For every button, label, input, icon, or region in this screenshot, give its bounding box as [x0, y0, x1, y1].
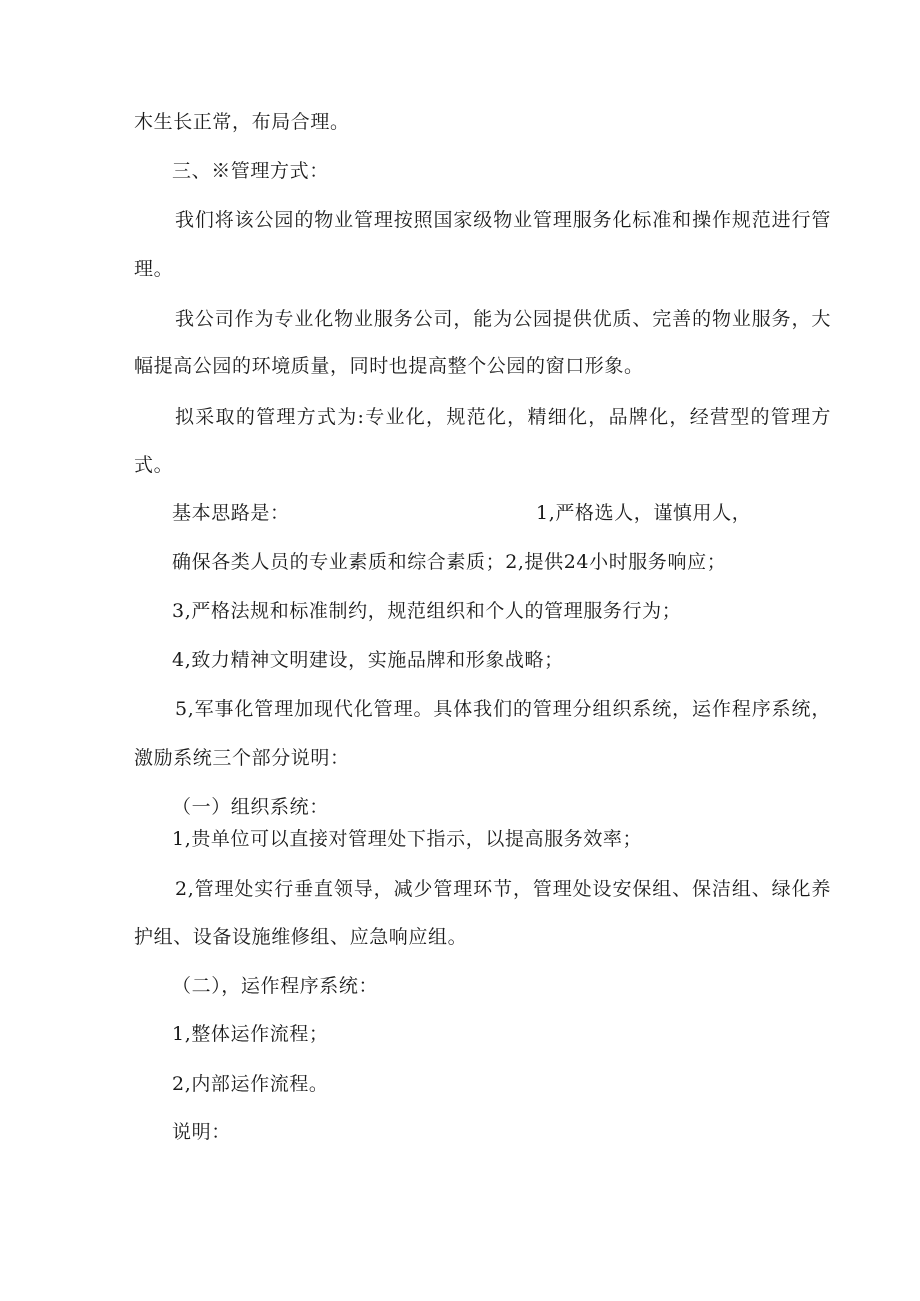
subsection-heading: （二），运作程序系统：: [172, 975, 379, 997]
paragraph-line: 4,致力精神文明建设，实施品牌和形象战略；: [172, 649, 564, 671]
paragraph-line: 激励系统三个部分说明：: [134, 747, 350, 769]
paragraph-line: 基本思路是：: [172, 502, 290, 524]
list-item: 1,贵单位可以直接对管理处下指示，以提高服务效率；: [172, 828, 643, 850]
list-item: 2,内部运作流程。: [172, 1073, 329, 1095]
subsection-heading: （一）组织系统：: [172, 796, 329, 818]
paragraph-line: 木生长正常，布局合理。: [134, 111, 350, 133]
paragraph-line: 理。: [134, 258, 174, 280]
paragraph-line: 幅提高公园的环境质量，同时也提高整个公园的窗口形象。: [134, 355, 644, 377]
paragraph-line: 我们将该公园的物业管理按照国家级物业管理服务化标准和操作规范进行管: [175, 209, 831, 231]
list-item: 2,管理处实行垂直领导，减少管理环节，管理处设安保组、保洁组、绿化养: [175, 878, 831, 900]
paragraph-line: 3,严格法规和标准制约，规范组织和个人的管理服务行为；: [172, 600, 682, 622]
paragraph-line: 式。: [134, 454, 174, 476]
paragraph-line: 1,严格选人，谨慎用人，: [536, 502, 752, 524]
paragraph-line: 拟采取的管理方式为:专业化，规范化，精细化，品牌化，经营型的管理方: [175, 406, 831, 428]
paragraph-line: 确保各类人员的专业素质和综合素质；2,提供24小时服务响应；: [172, 551, 727, 573]
section-heading: 三、※管理方式：: [172, 160, 329, 182]
paragraph-line: 护组、设备设施维修组、应急响应组。: [134, 926, 468, 948]
paragraph-line: 说明：: [172, 1121, 231, 1143]
paragraph-line: 我公司作为专业化物业服务公司，能为公园提供优质、完善的物业服务，大: [175, 308, 831, 330]
list-item: 1,整体运作流程；: [172, 1023, 329, 1045]
paragraph-line: 5,军事化管理加现代化管理。具体我们的管理分组织系统，运作程序系统，: [175, 698, 831, 720]
